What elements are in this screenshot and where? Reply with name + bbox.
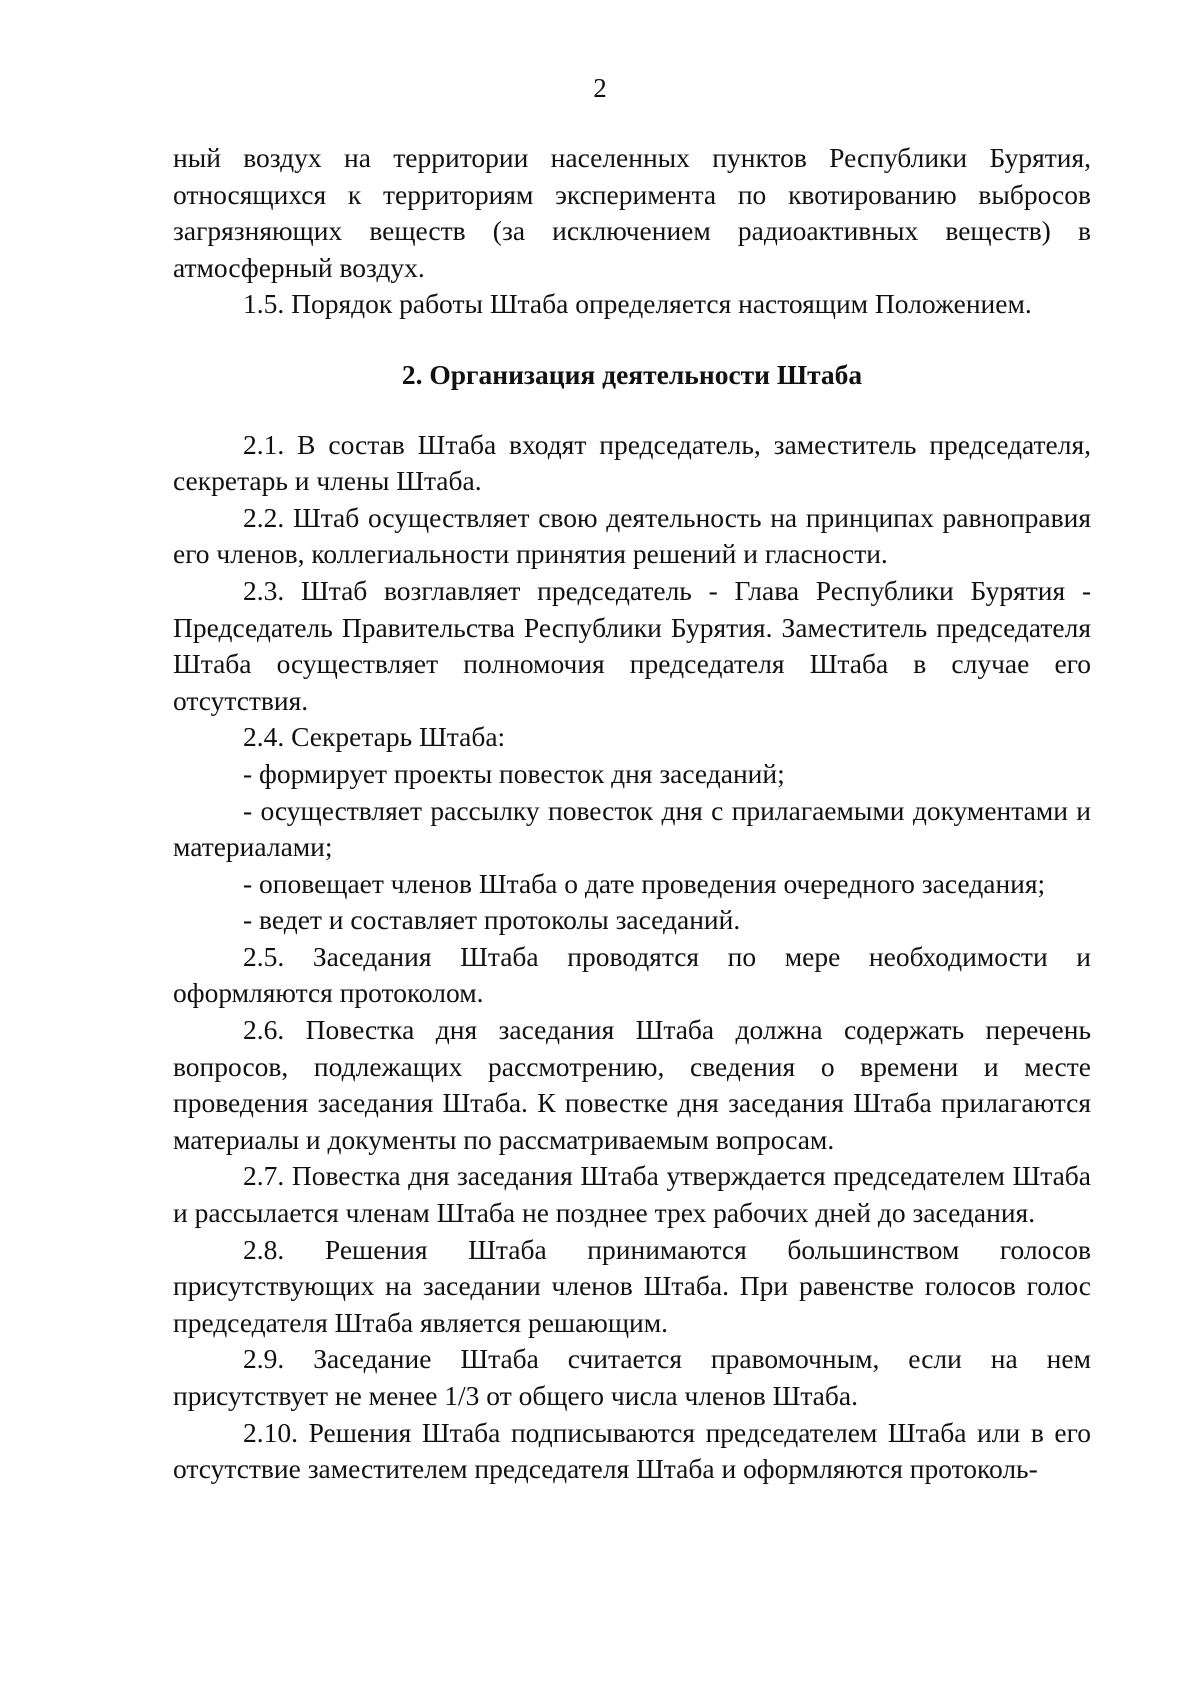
clause-2-4-item: - ведет и составляет протоколы заседаний. [243, 904, 741, 936]
clause-2-10: 2.10. Решения Штаба подписываются председателем Штаба или в его отсутствие заместителем председателя Штаба и оформляются протоколь- [173, 1416, 1091, 1485]
intro-paragraph: ный воздух на территории населенных пунктов Республики Бурятия, относящихся к территориям эксперимента по квотированию выбросов загрязняющих веществ (за исключением радиоактивных веществ) в атмосферный воздух. [173, 142, 1091, 283]
clause-2-5: 2.5. Заседания Штаба проводятся по мере необходимости и оформляются протоколом. [173, 940, 1091, 1009]
clause-2-2: 2.2. Штаб осуществляет свою деятельность на принципах равноправия его членов, коллегиальности принятия решений и гласности. [173, 501, 1091, 570]
clause-2-4: 2.4. Секретарь Штаба: [243, 721, 506, 753]
clause-1-5: 1.5. Порядок работы Штаба определяется настоящим Положением. [243, 288, 1032, 320]
clause-2-4-item: - оповещает членов Штаба о дате проведения очередного заседания; [243, 867, 1046, 899]
clause-2-3: 2.3. Штаб возглавляет председатель - Глава Республики Бурятия - Председатель Правительства Республики Бурятия. Заместитель председателя Штаба осуществляет полномочия председателя Штаба в случае его отсутствия. [173, 574, 1091, 716]
clause-2-8: 2.8. Решения Штаба принимаются большинством голосов присутствующих на заседании членов Штаба. При равенстве голосов голос председателя Штаба является решающим. [173, 1233, 1091, 1338]
clause-2-1: 2.1. В состав Штаба входят председатель, заместитель председателя, секретарь и члены Штаба. [173, 428, 1091, 497]
clause-2-9: 2.9. Заседание Штаба считается правомочным, если на нем присутствует не менее 1/3 от общего числа членов Штаба. [173, 1343, 1091, 1411]
document-body [173, 140, 1091, 1488]
page-number: 2 [593, 73, 607, 103]
clause-2-4-item: - осуществляет рассылку повесток дня с прилагаемыми документами и материалами; [173, 794, 1091, 863]
clause-2-4-item: - формирует проекты повесток дня заседаний; [243, 757, 785, 789]
clause-2-7: 2.7. Повестка дня заседания Штаба утверждается председателем Штаба и рассылается членам Штаба не позднее трех рабочих дней до заседания. [173, 1160, 1091, 1229]
clause-2-6: 2.6. Повестка дня заседания Штаба должна содержать перечень вопросов, подлежащих рассмотрению, сведения о времени и месте проведения заседания Штаба. К повестке дня заседания Штаба прилагаются материалы и документы по рассматриваемым вопросам. [173, 1014, 1091, 1155]
section-2-heading: 2. Организация деятельности Штаба [401, 358, 863, 390]
